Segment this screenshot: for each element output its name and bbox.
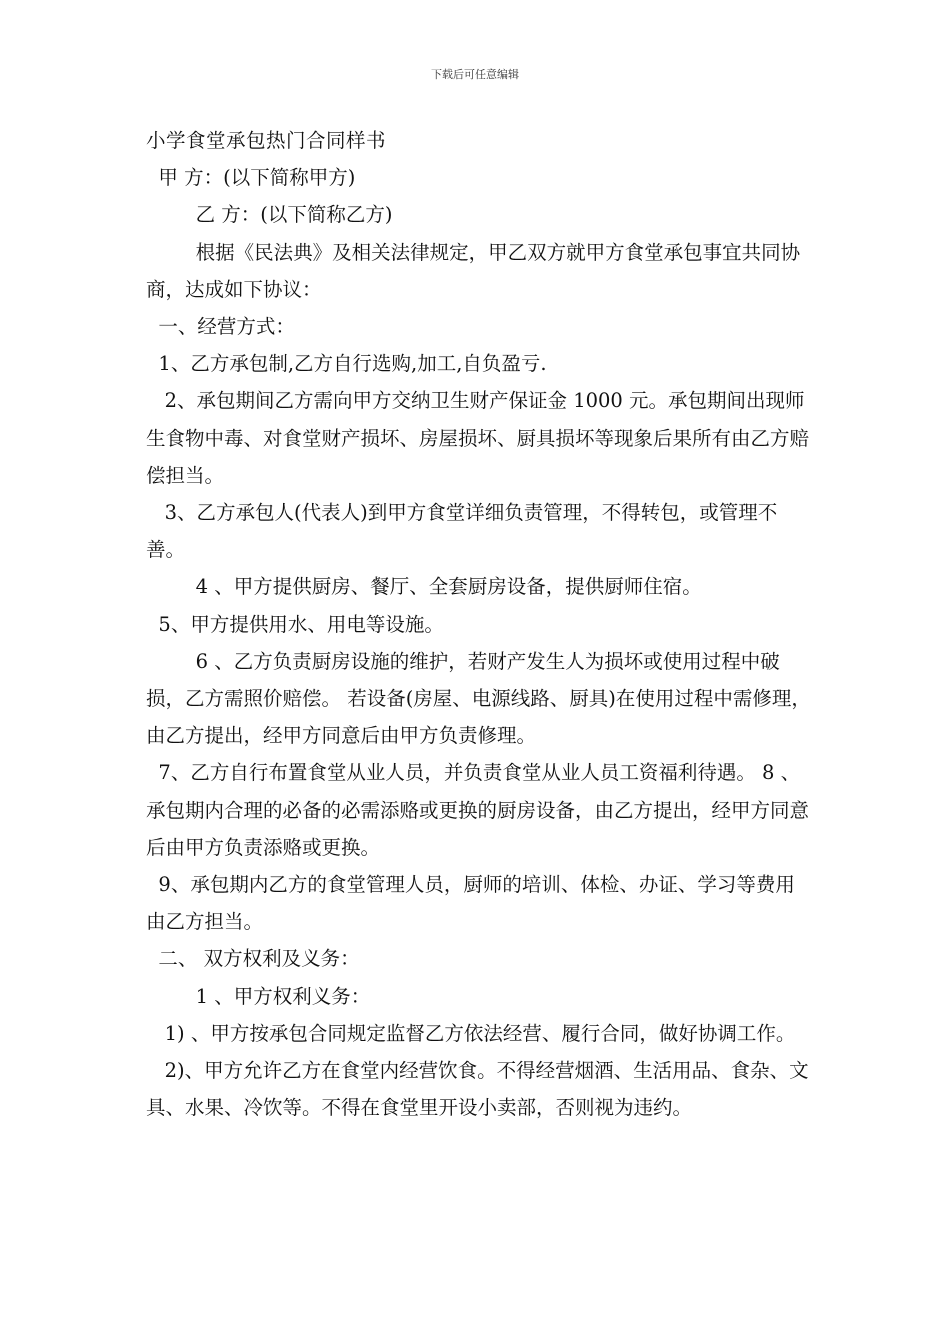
clause-5: 5、甲方提供用水、用电等设施。	[146, 612, 444, 636]
clause-2: 2、承包期间乙方需向甲方交纳卫生财产保证金 1000 元。承包期间出现师生食物中毒、对食堂财产损坏、房屋损坏、厨具损坏等现象后果所有由乙方赔偿担当。	[146, 389, 810, 487]
party-a-line: 甲 方：(以下简称甲方)	[146, 166, 356, 190]
clause-7-8: 7、乙方自行布置食堂从业人员，并负责食堂从业人员工资福利待遇。 8 、承包期内合理的必备的必需添赂或更换的厨房设备，由乙方提出，经甲方同意后由甲方负责添赂或更换。	[146, 761, 810, 859]
section-heading-1: 一、经营方式：	[146, 315, 295, 339]
subsection-heading-1: 1 、甲方权利义务：	[146, 984, 371, 1008]
clause-3: 3、乙方承包人(代表人)到甲方食堂详细负责管理，不得转包，或管理不善。	[146, 501, 778, 562]
document-body	[146, 122, 811, 1126]
preamble-paragraph: 根据《民法典》及相关法律规定，甲乙双方就甲方食堂承包事宜共同协商，达成如下协议：	[146, 240, 801, 301]
clause-6: 6 、乙方负责厨房设施的维护，若财产发生人为损坏或使用过程中破损，乙方需照价赔偿。 若设备(房屋、电源线路、厨具)在使用过程中需修理，由乙方提出，经甲方同意后由甲方负责修理。	[146, 649, 811, 748]
section-heading-2: 二、 双方权利及义务：	[146, 947, 360, 971]
document-title: 小学食堂承包热门合同样书	[146, 129, 387, 152]
page-header: 下载后可任意编辑	[431, 68, 519, 81]
clause-4: 4 、甲方提供厨房、餐厅、全套厨房设备，提供厨师住宿。	[146, 575, 702, 599]
clause-1: 1、乙方承包制,乙方自行选购,加工,自负盈亏.	[146, 352, 547, 376]
clause-9: 9、承包期内乙方的食堂管理人员，厨师的培训、体检、办证、学习等费用由乙方担当。	[146, 873, 795, 934]
item-2: 2)、甲方允许乙方在食堂内经营饮食。不得经营烟酒、生活用品、食杂、文具、水果、冷饮等。不得在食堂里开设小卖部，否则视为违约。	[146, 1059, 809, 1120]
item-1: 1) 、甲方按承包合同规定监督乙方依法经营、履行合同，做好协调工作。	[146, 1021, 796, 1045]
party-b-line: 乙 方：(以下简称乙方)	[146, 203, 393, 227]
